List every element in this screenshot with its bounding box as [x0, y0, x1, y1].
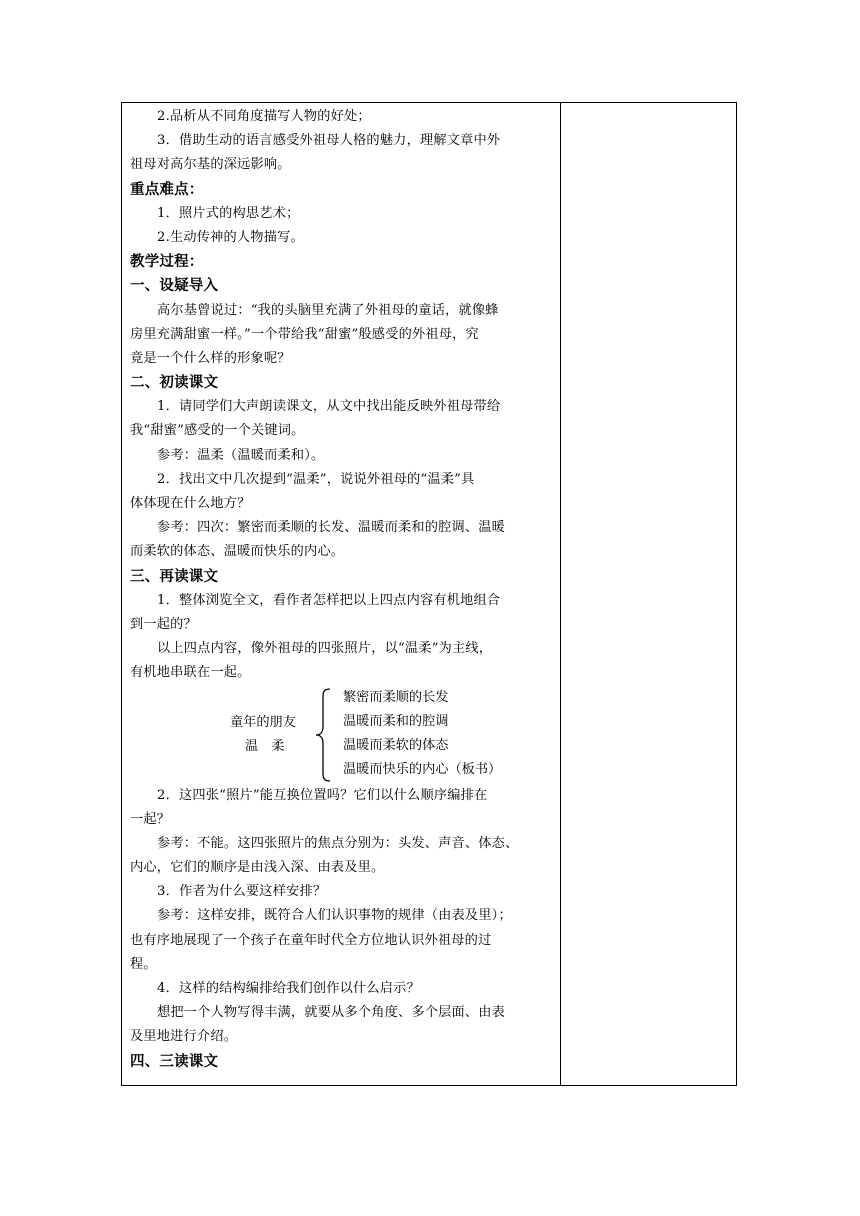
text-line: 体体现在什么地方？: [130, 496, 251, 511]
text-line: 及里地进行介绍。: [130, 1029, 238, 1045]
text-line: 到一起的？: [130, 616, 197, 632]
lesson-text-bottom: [130, 784, 554, 1074]
lesson-table: [121, 102, 737, 1086]
text-line: 高尔基曾说过：“我的头脑里充满了外祖母的童话，就像蜂: [157, 302, 499, 318]
diagram-item-1: 繁密而柔顺的长发: [343, 689, 449, 705]
text-line: 3．作者为什么要这样安排？: [157, 884, 327, 900]
text-line: 房里充满甜蜜一样。”一个带给我“甜蜜”般感受的外祖母，究: [130, 326, 479, 342]
text-line: 1．照片式的构思艺术；: [157, 205, 300, 221]
text-line: 参考：不能。这四张照片的焦点分别为：头发、声音、体态、: [157, 835, 519, 851]
board-diagram: [130, 686, 554, 784]
text-line: 而柔软的体态、温暖而快乐的内心。: [130, 544, 345, 560]
text-line: 2．找出文中几次提到“温柔”，说说外祖母的“温柔”具: [157, 471, 475, 487]
text-line: 4．这样的结构编排给我们创作以什么启示？: [157, 981, 420, 996]
text-line: 2.品析从不同角度描写人物的好处；: [157, 109, 371, 124]
diagram-left-subtitle: 温 柔: [245, 738, 285, 754]
text-line: 有机地串联在一起。: [130, 665, 251, 681]
text-line: 1．请同学们大声朗读课文，从文中找出能反映外祖母带给: [157, 399, 501, 415]
section-heading: 二、初读课文: [130, 375, 219, 392]
text-line: 参考：这样安排，既符合人们认识事物的规律（由表及里）；: [157, 908, 512, 924]
text-line: 内心，它们的顺序是由浅入深、由表及里。: [130, 860, 385, 876]
section-heading: 教学过程：: [130, 254, 204, 271]
section-heading: 四、三读课文: [130, 1053, 219, 1070]
text-line: 祖母对高尔基的深远影响。: [130, 157, 291, 173]
text-line: 想把一个人物写得丰满，就要从多个角度、多个层面、由表: [157, 1005, 506, 1021]
curly-brace-icon: [314, 688, 332, 782]
diagram-left-title: 童年的朋友: [230, 714, 296, 730]
text-line: 参考：四次：繁密而柔顺的长发、温暖而柔和的腔调、温暖: [157, 520, 506, 536]
section-heading: 三、再读课文: [130, 568, 219, 585]
text-line: 以上四点内容，像外祖母的四张照片，以“温柔”为主线，: [157, 641, 493, 657]
diagram-item-3: 温暖而柔软的体态: [343, 737, 449, 753]
column-divider: [560, 103, 561, 1085]
text-line: 一起？: [130, 811, 171, 827]
text-line: 3．借助生动的语言感受外祖母人格的魅力，理解文章中外: [157, 133, 501, 149]
text-line: 竟是一个什么样的形象呢？: [130, 350, 291, 366]
text-line: 参考：温柔（温暖而柔和）。: [157, 447, 325, 463]
diagram-item-2: 温暖而柔和的腔调: [343, 713, 449, 729]
text-line: 1．整体浏览全文，看作者怎样把以上四点内容有机地组合: [157, 592, 501, 608]
lesson-content: [130, 105, 554, 1074]
section-heading: 一、设疑导入: [130, 278, 219, 295]
diagram-item-4: 温暖而快乐的内心（板书）: [343, 761, 502, 777]
text-line: 2．这四张“照片”能互换位置吗？它们以什么顺序编排在: [157, 787, 488, 803]
text-line: 2.生动传神的人物描写。: [157, 229, 304, 245]
text-line: 我“甜蜜”感受的一个关键词。: [130, 423, 305, 439]
text-line: 也有序地展现了一个孩子在童年时代全方位地认识外祖母的过: [130, 932, 492, 948]
section-heading: 重点难点：: [130, 181, 204, 198]
lesson-text-top: [130, 105, 554, 686]
text-line: 程。: [130, 956, 157, 972]
